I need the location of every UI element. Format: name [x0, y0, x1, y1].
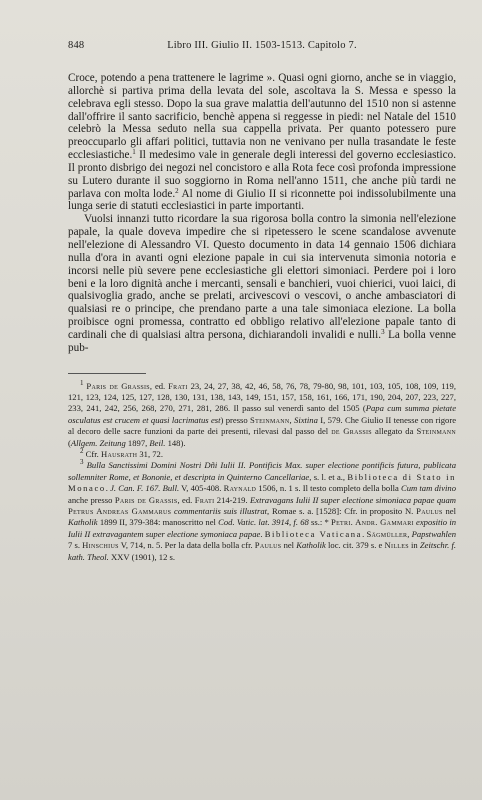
footnote-ref-1[interactable]: 1 — [132, 148, 136, 157]
footnote-3: $^3$ Bulla Sanctissimi Domini Nostri Dñi Iulii II. Pontificis Max. super electione pontificis futura, publicata sollemniter Rome, et Bononie, et descripta in Quinterno Cancellariae, s. l. et a., Biblioteca di Stato in Monaco. J. Can. F. 167. Bull. V, 405-408. Raynald 1506, n. 1 s. Il testo completo della bolla Cum tam divino anche presso Paris de Grassis, ed. Frati 214-219. Extravagans Iulii II super electione simoniaca papae quam Petrus Andreas Gammarus commentariis suis illustrat, Romae s. a. [1528]: Cfr. in proposito N. Paulus nel Katholik 1899 II, 379-384: manoscritto nel Cod. Vatic. lat. 3914, f. 68 ss.: * Petri. Andr. Gammari expositio in Iulii II extravagantem super electione symoniaca papae. Biblioteca Vaticana. Sägmüller, Papstwahlen 7 s. Hinschius V, 714, n. 5. Per la data della bolla cfr. Paulus nel Katholik loc. cit. 379 s. e Nilles in Zeitschr. f. kath. Theol. XXV (1901), 12 s. — [68, 458, 457, 562]
footnotes — [68, 378, 457, 564]
footnote-ref-2[interactable]: 2 — [175, 186, 179, 195]
main-text — [68, 72, 456, 355]
footnote-divider — [68, 373, 146, 374]
running-title: Libro III. Giulio II. 1503-1513. Capitolo 7. — [167, 40, 357, 51]
footnote-2: $^2$ Cfr. Hausrath 31, 72. — [80, 447, 163, 459]
running-head — [68, 40, 456, 58]
page-number: 848 — [68, 40, 85, 51]
footnote-1: $^1$ Paris de Grassis, ed. Frati 23, 24, 27, 38, 42, 46, 58, 76, 78, 79-80, 98, 101, 103, 105, 108, 109, 119, 121, 123, 124, 125, 127, 128, 130, 131, 138, 143, 149, 151, 157, 158, 161, 166, 171, 190, 204, 207, 223, 227, 233, 241, 242, 256, 268, 270, 271, 281, 286. Il passo sul venerdì santo del 1505 (Papa cum summa pietate osculatus est crucem et quasi lacrimatus est) presso Steinmann, Sixtina I, 579. Che Giulio II tenesse con rigore al decoro delle sacre funzioni da parte dei presenti, rilevasi dal passo del de Grassis allegato da Steinmann (Allgem. Zeitung 1897, Beil. 148). — [68, 378, 457, 448]
paragraph-2: Vuolsi innanzi tutto ricordare la sua rigorosa bolla contro la simonia nell'elezione papale, la quale doveva impedire che si ripetessero le scene scandalose avvenute nell'elezione di Alessandro VI. Questo documento in data 14 gennaio 1506 dichiara nulla d'ora in avanti ogni elezione papale in cui sia intervenuta simonia notoria e incorsi nelle più severe pene ecclesiastiche gli elettori simoniaci. Perdere poi i loro beni e la loro dignità anche i mercanti, sensali e banchieri, vuoi chierici, vuoi laici, di qualsivoglia grado, anche se prelati, arcivescovi o vescovi, o anche ambasciatori di qualsiasi re o principe, che prendano parte a una tale simoniaca elezione. La bolla proibisce ogni promessa, contratto ed obbligo relativo all'elezione papale tanto di cardinali che di qualsiasi altra persona, dichiarandoli invalidi e nulli.$^3$ La bolla venne pub- — [68, 213, 456, 354]
paragraph-1: Croce, potendo a pena trattenere le lagrime ». Quasi ogni giorno, anche se in viaggio, allorchè si partiva prima della levata del sole, ascoltava la S. Messa e spesso la celebrava egli stesso. Dopo la sua grave malattia dell'autunno del 1510 non si astenne dall'offrire il santo sacrificio, benchè appena si reggesse in piedi: nel Natale del 1510 celebrò la Messa seduto nella sua cappella privata. Per quanto potessero pure preoccuparlo gli affari politici, tuttavia non ne venivano per nulla trasandate le feste ecclesiastiche.$^1$ Il medesimo vale in generale degli interessi del governo ecclesiastico. Il pronto disbrigo dei negozi nel concistoro e alla Rota fece così profonda impressione su Lutero durante il suo soggiorno in Roma nell'anno 1511, che anche più tardi ne parlava con molta lode.$^2$ Al nome di Giulio II si riconnette poi indissolubilmente una lunga serie di statuti ecclesiastici in parte importanti. — [68, 72, 456, 213]
footnote-ref-3[interactable]: 3 — [381, 327, 385, 336]
